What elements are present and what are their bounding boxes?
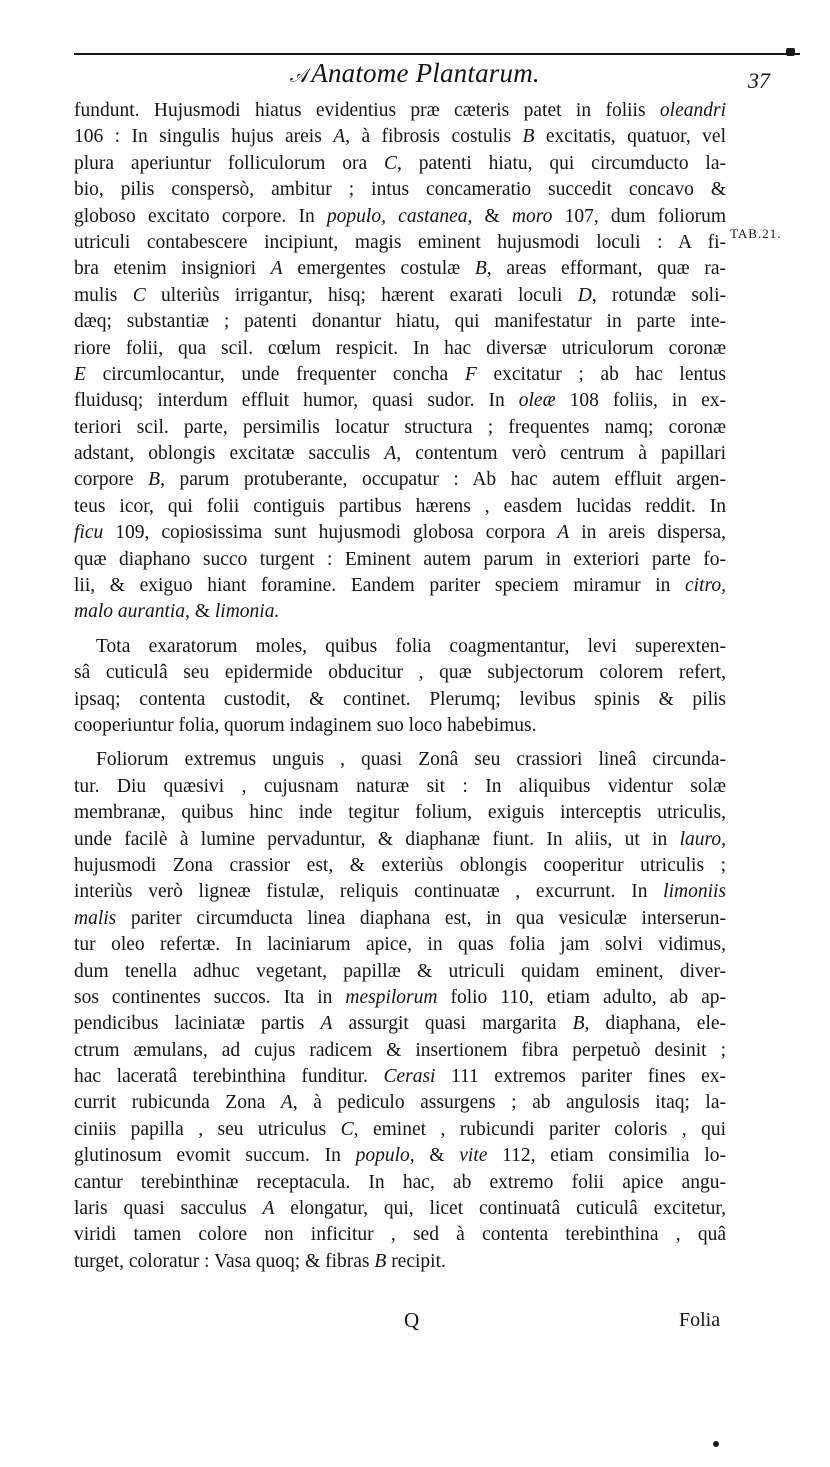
catchword: Folia [679,1309,721,1331]
italic-text: D [577,284,592,306]
text-segment: , patenti hiatu, qui circumducto la- [397,152,726,174]
page-number: 37 [748,68,770,93]
text-line [74,520,726,546]
text-line [74,547,726,573]
italic-text: C [340,1118,354,1140]
text-segment: cantur terebinthinæ receptacula. In hac, ab extremo folii apice angu- [74,1171,726,1193]
header-rule [74,53,800,55]
text-segment: & [189,601,215,623]
text-line [74,687,726,713]
text-line [74,362,726,388]
italic-text: E [74,363,86,385]
text-segment: , à fibrosis costulis [345,126,523,148]
text-segment: teriori scil. parte, persimilis locatur structura ; frequentes namq; coronæ [74,416,726,438]
text-segment: globoso excitato corpore. In [74,205,327,227]
italic-text: limonia. [214,601,280,623]
italic-text: C [383,152,397,174]
italic-text: A [262,1198,275,1220]
text-line [74,1170,726,1196]
text-segment: sâ cuticulâ seu epidermide obducitur , quæ subjectorum colorem refert, [74,662,726,684]
italic-text: citro, [685,575,726,597]
text-segment: , rotundæ soli- [591,284,726,306]
italic-text: B [474,258,487,280]
text-segment: dum tenella adhuc vegetant, papillæ & utriculi quidam eminent, diver- [74,960,726,982]
running-head-title: Anatome Plantarum. [311,58,540,88]
italic-text: limoniis [663,881,726,903]
italic-text: moro [511,205,553,227]
italic-text: B [572,1013,585,1035]
text-segment: excitatis, quatuor, vel [534,126,726,148]
text-line [74,1117,726,1143]
text-segment: & [414,1145,460,1167]
text-segment: tur. Diu quæsivi , cujusnam naturæ sit : In aliquibus videntur solæ [74,775,726,797]
text-segment: elongatur, qui, licet continuatâ cuticulâ excitetur, [274,1198,726,1220]
text-segment: dæq; substantiæ ; patenti donantur hiatu, qui manifestatur in parte inte- [74,311,726,333]
text-segment: fluidusq; interdum effluit humor, quasi sudor. In [74,390,519,412]
running-head-ornament: 𝒜 [290,65,310,87]
text-line [74,634,726,660]
text-line [74,959,726,985]
italic-text: Cerasi [383,1066,436,1088]
text-line [74,906,726,932]
text-segment: cooperiuntur folia, quorum indaginem suo loco habebimus. [74,714,537,736]
text-segment: , diaphana, ele- [584,1013,726,1035]
text-segment: currit rubicunda Zona [74,1092,281,1114]
text-line [74,467,726,493]
text-segment: ctrum æmulans, ad cujus radicem & insertionem fibra perpetuò desinit ; [74,1039,726,1061]
text-segment: circumlocantur, unde frequenter concha [85,363,465,385]
italic-text: vite [459,1145,488,1167]
text-line [74,932,726,958]
text-segment: , eminet , rubicundi pariter coloris , qui [353,1118,726,1140]
italic-text: B [148,469,161,491]
italic-text: lauro, [679,828,726,850]
italic-text: B [522,126,535,148]
text-segment: turget, coloratur : Vasa quoq; & fibras [74,1250,375,1272]
text-segment: glutinosum evomit succum. In [74,1145,356,1167]
signature-mark: Q [404,1308,420,1332]
text-segment: pariter circumducta linea diaphana est, in qua vesiculæ interserun- [116,907,726,929]
italic-text: A [333,126,346,148]
text-segment: recipit. [386,1250,446,1272]
text-segment: plura aperiuntur folliculorum ora [74,152,384,174]
text-line [74,573,726,599]
text-line [74,256,726,282]
text-line [74,660,726,686]
text-line [74,151,726,177]
text-line [74,1090,726,1116]
italic-text: A [280,1092,293,1114]
text-segment: excitatur ; ab hac lentus [476,363,726,385]
text-segment: pendicibus laciniatæ partis [74,1013,321,1035]
italic-text: A [320,1013,333,1035]
text-segment: hac laceratâ terebinthina funditur. [74,1066,384,1088]
text-segment: emergentes costulæ [282,258,475,280]
text-line [74,230,726,256]
text-segment: riore folii, qua scil. cœlum respicit. In hac diversæ utriculorum coronæ [74,337,726,359]
text-segment: Foliorum extremus unguis , quasi Zonâ seu crassiori lineâ circunda- [96,749,726,771]
text-segment: lii, & exiguo hiant foramine. Eandem pariter speciem miramur in [74,575,686,597]
text-line [74,747,726,773]
margin-note-plate-reference: TAB.21. [730,226,782,241]
text-segment: 109, copiosissima sunt hujusmodi globosa corpora [103,522,558,544]
text-line [74,98,726,124]
italic-text: A [557,522,570,544]
italic-text: A [384,443,397,465]
body-text [74,98,726,1275]
text-segment: hujusmodi Zona crassior est, & exteriùs oblongis cooperitur utriculis ; [74,854,726,876]
text-segment: 111 extremos pariter fines ex- [435,1066,726,1088]
text-line [74,204,726,230]
text-line [74,985,726,1011]
italic-text: F [464,363,477,385]
italic-text: ficu [74,522,104,544]
text-segment: bio, pilis conspersò, ambitur ; intus concameratio succedit concavo & [74,179,726,201]
text-segment: unde facilè à lumine pervaduntur, & diaphanæ fiunt. In aliis, ut in [74,828,680,850]
text-segment: bra etenim insigniori [74,258,271,280]
italic-text: populo, [355,1145,415,1167]
italic-text: mespilorum [345,986,438,1008]
italic-text: malo aurantia, [74,601,190,623]
text-segment: folio 110, etiam adulto, ab ap- [437,986,726,1008]
italic-text: C [132,284,146,306]
italic-text: oleandri [659,100,726,121]
text-segment: ciniis papilla , seu utriculus [74,1118,341,1140]
text-segment: ulteriùs irrigantur, hisq; hærent exarati loculi [145,284,578,306]
italic-text: populo, castanea, [326,205,473,227]
text-segment: ipsaq; contenta custodit, & continet. Plerumq; levibus spinis & pilis [74,688,726,710]
text-segment: tur oleo refertæ. In laciniarum apice, in quas folia jam solvi vidimus, [74,934,726,956]
text-segment: Tota exaratorum moles, quibus folia coagmentantur, levi superexten- [96,635,726,657]
text-line [74,124,726,150]
text-segment: teus icor, qui folii contiguis partibus hærens , easdem lucidas reddit. In [74,495,726,517]
text-segment: interiùs verò ligneæ fistulæ, reliquis continuatæ , excurrunt. In [74,881,664,903]
text-segment: , contentum verò centrum à papillari [396,443,726,465]
text-line [74,713,726,739]
italic-text: oleæ [518,390,556,412]
text-line [74,283,726,309]
text-line [74,800,726,826]
running-head [0,56,830,93]
text-segment: assurgit quasi margarita [332,1013,573,1035]
text-line [74,1038,726,1064]
text-segment: quæ diaphano succo turgent : Eminent autem parum in exteriori parte fo- [74,548,726,570]
text-segment: viridi tamen colore non inficitur , sed à contenta terebinthina , quâ [74,1224,726,1246]
text-line [74,1222,726,1248]
text-line [74,1011,726,1037]
text-line [74,177,726,203]
text-line [74,879,726,905]
text-segment: membranæ, quibus hinc inde tegitur folium, exiguis interceptis utriculis, [74,802,726,824]
text-segment: 112, etiam consimilia lo- [487,1145,726,1167]
text-line [74,388,726,414]
text-segment: , areas efformant, quæ ra- [486,258,726,280]
italic-text: B [374,1250,387,1272]
text-segment: 106 : In singulis hujus areis [74,126,334,148]
text-line [74,309,726,335]
text-segment: adstant, oblongis excitatæ sacculis [74,443,385,465]
text-segment: , à pediculo assurgens ; ab angulosis itaq; la- [292,1092,726,1114]
italic-text: malis [74,907,117,929]
text-segment: sos continentes succos. Ita in [74,986,346,1008]
text-line [74,494,726,520]
text-line [74,599,726,625]
text-segment: 107, dum foliorum [552,205,726,227]
text-segment: 108 foliis, in ex- [555,390,726,412]
text-segment: laris quasi sacculus [74,1198,263,1220]
text-segment: mulis [74,284,133,306]
text-line [74,827,726,853]
text-segment: fundunt. Hujusmodi hiatus evidentius præ cæteris patet in foliis [74,100,660,121]
text-line [74,336,726,362]
text-line [74,853,726,879]
text-line [74,1196,726,1222]
ink-dot [713,1441,719,1447]
text-segment: utriculi contabescere incipiunt, magis eminent hujusmodi loculi : A fi- [74,231,726,253]
text-segment: in areis dispersa, [569,522,726,544]
text-segment: , parum protuberante, occupatur : Ab hac autem effluit argen- [160,469,726,491]
italic-text: A [270,258,283,280]
text-line [74,1064,726,1090]
text-line [74,1249,726,1275]
text-line [74,415,726,441]
text-line [74,441,726,467]
text-line [74,774,726,800]
ink-blot [786,48,795,56]
text-segment: corpore [74,469,149,491]
text-segment: & [472,205,512,227]
text-line [74,1143,726,1169]
